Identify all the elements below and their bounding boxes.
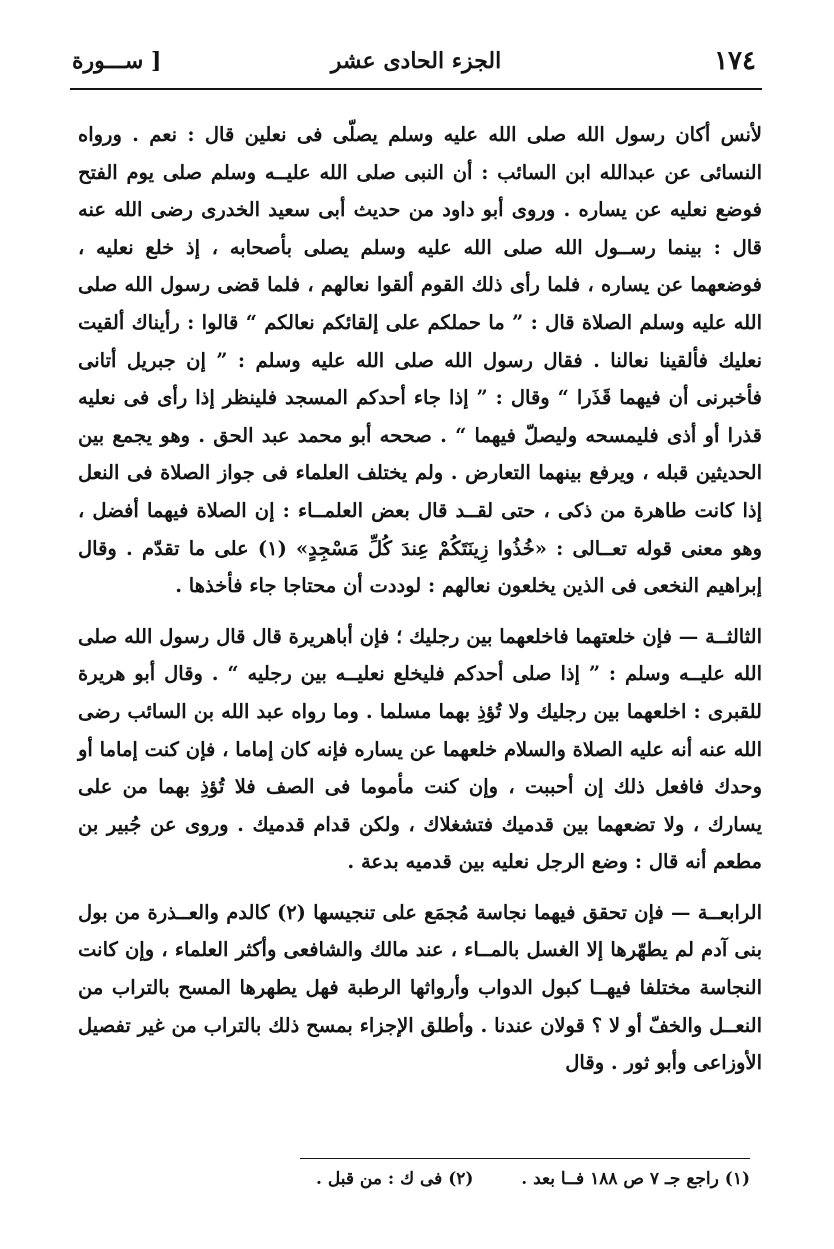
surah-label: [ ســـورة — [72, 48, 162, 74]
page-header — [70, 40, 762, 90]
footnotes — [300, 1158, 750, 1189]
footnote-1: (١) راجع جـ ٧ ص ١٨٨ فــا بعد . — [521, 1169, 750, 1189]
paragraph-2: الثالثــة — فإن خلعتهما فاخلعهما بين رجليك ؛ فإن أباهريرة قال قال رسول الله صلى الله عليــه وسلم : ” إذا صلى أحدكم فليخلع نعليــه بين رجليه “ . وقال أبو هريرة للقبرى : اخلعهما بين رجليك ولا تُؤذِ بهما مسلما . وما رواه عبد الله بن السائب رضى الله عنه أنه عليه الصلاة والسلام خلعهما عن يساره فإنه كان إماما ، فإن كنت إماما أو وحدك فافعل ذلك إن أحببت ، وإن كنت مأموما فى الصف فلا تُؤذِ بهما من على يسارك ، ولا تضعهما بين قدميك فتشغلاك ، ولكن قدام قدميك . وروى عن جُبير بن مطعم أنه قال : وضع الرجل نعليه بين قدميه بدعة . — [78, 624, 762, 874]
body-text — [78, 116, 762, 1082]
page-number: ١٧٤ — [714, 46, 756, 76]
paragraph-1: لأنس أكان رسول الله صلى الله عليه وسلم يصلّى فى نعلين قال : نعم . ورواه النسائى عن عبدالله ابن السائب : أن النبى صلى الله عليــه وسلم صلى يوم الفتح فوضع نعليه عن يساره . وروى أبو داود من حديث أبى سعيد الخدرى رضى الله عنه قال : بينما رســول الله صلى الله عليه وسلم يصلى بأصحابه ، إذ خلع نعليه ، فوضعهما عن يساره ، فلما رأى ذلك القوم ألقوا نعالهم ، فلما قضى رسول الله صلى الله عليه وسلم الصلاة قال : ” ما حملكم على إلقائكم نعالكم “ قالوا : رأيناك ألقيت نعليك فألقينا نعالنا . فقال رسول الله صلى الله عليه وسلم : ” إن جبريل أتانى فأخبرنى أن فيهما قَذَرا “ وقال : ” إذا جاء أحدكم المسجد فلينظر إذا رأى فى نعليه قذرا أو أذى فليمسحه وليصلّ فيهما “ . صححه أبو محمد عبد الحق . وهو يجمع بين الحديثين قبله ، ويرفع بينهما التعارض . ولم يختلف العلماء فى جواز الصلاة فى النعل إذا كانت طاهرة من ذكى ، حتى لقــد قال بعض العلمــاء : إن الصلاة فيهما أفضل ، وهو معنى قوله تعــالى : «خُذُوا زِينَتَكُمْ عِندَ كُلِّ مَسْجِدٍ» (١) على ما تقدّم . وقال إبراهيم النخعى فى الذين يخلعون نعالهم : لوددت أن محتاجا جاء فأخذها . — [78, 123, 763, 598]
paragraph-3: الرابعــة — فإن تحقق فيهما نجاسة مُجمَع على تنجيسها (٢) كالدم والعــذرة من بول بنى آدم لم يطهّرها إلا الغسل بالمــاء ، عند مالك والشافعى وأكثر العلماء ، وإن كانت النجاسة مختلفا فيهــا كبول الدواب وأرواثها الرطبة فهل يطهرها المسح بالتراب من النعــل والخفّ أو لا ؟ قولان عندنا . وأطلق الإجزاء بمسح ذلك بالتراب من غير تفصيل الأوزاعى وأبو ثور . وقال — [78, 900, 762, 1075]
footnote-2: (٢) فى ك : من قبل . — [316, 1169, 474, 1189]
part-title: الجزء الحادى عشر — [330, 48, 502, 74]
